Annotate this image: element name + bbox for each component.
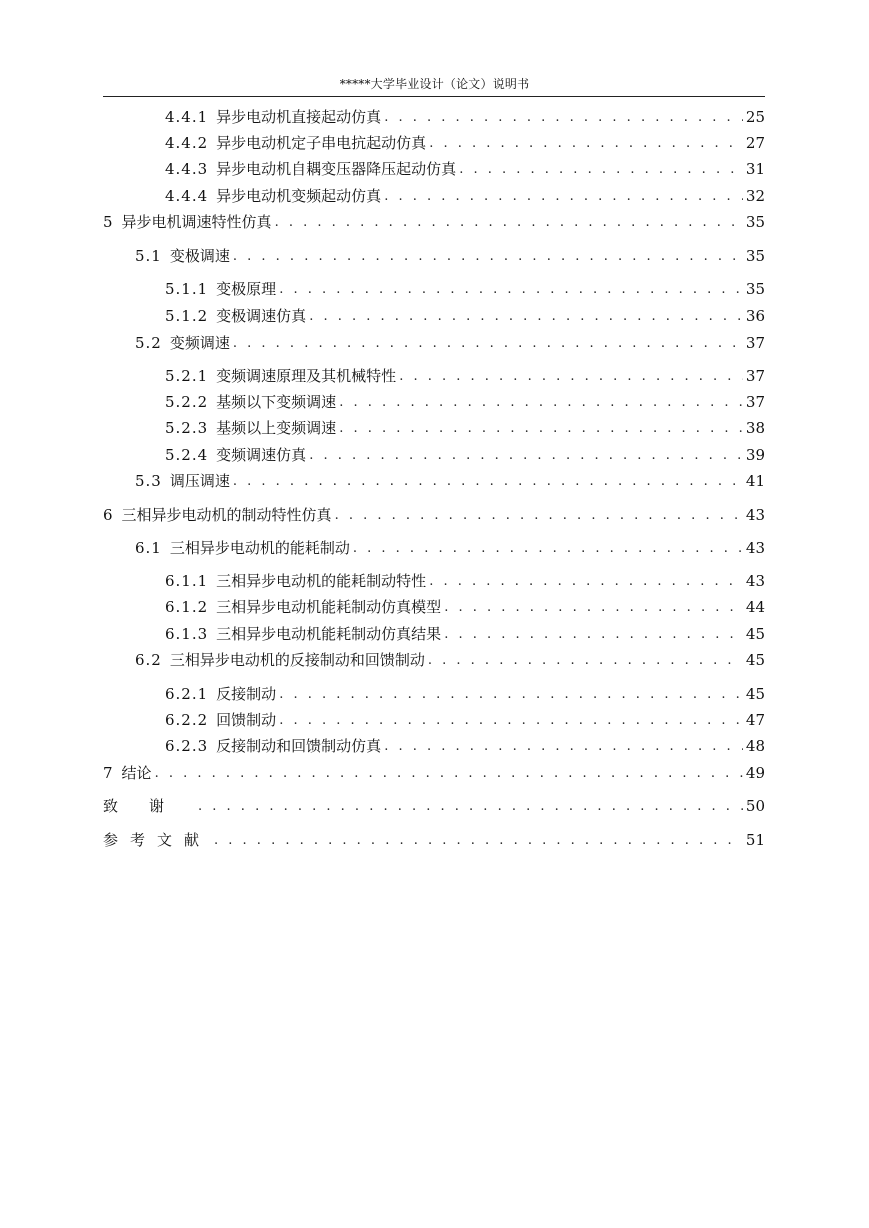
toc-entry-title: 反接制动和回馈制动仿真 [216,737,382,755]
toc-entry-number: 6 [103,506,114,524]
toc-entry-page: 35 [745,247,765,265]
toc-leader-dots [233,335,743,353]
toc-entry[interactable] [103,830,765,850]
toc-entry-page: 43 [745,506,765,524]
toc-entry-number: 4.4.3 [165,160,209,178]
toc-entry-number: 6.2.1 [165,685,209,703]
toc-entry[interactable] [135,538,765,558]
toc-entry-page: 35 [745,213,765,231]
toc-entry-title: 异步电动机定子串电抗起动仿真 [216,134,427,152]
toc-entry[interactable] [165,445,765,465]
toc-leader-dots [428,652,743,670]
toc-entry-page: 45 [745,685,765,703]
toc-entry[interactable] [165,684,765,704]
toc-leader-dots [353,540,743,558]
toc-entry-title: 三相异步电动机的能耗制动特性 [216,572,427,590]
toc-entry-title: 回馈制动 [216,711,277,729]
toc-entry-page: 41 [745,472,765,490]
toc-entry-page: 43 [745,539,765,557]
toc-entry-page: 36 [745,307,765,325]
toc-leader-dots [444,599,743,617]
toc-entry-page: 38 [745,419,765,437]
toc-entry-title: 三相异步电动机的反接制动和回馈制动 [169,651,425,669]
toc-entry-number: 5.1 [135,247,162,265]
toc-leader-dots [279,686,743,704]
toc-entry[interactable] [165,597,765,617]
toc-entry-page: 50 [745,797,765,815]
toc-leader-dots [214,832,743,850]
toc-entry-number: 6.1.1 [165,572,209,590]
toc-entry[interactable] [165,624,765,644]
toc-entry-number: 5.2.3 [165,419,209,437]
toc-entry-title: 异步电动机自耦变压器降压起动仿真 [216,160,457,178]
toc-entry[interactable] [165,107,765,127]
toc-leader-dots [198,798,743,816]
toc-entry-title: 异步电机调速特性仿真 [121,213,272,231]
toc-leader-dots [384,188,743,206]
toc-entry-title: 基频以下变频调速 [216,393,337,411]
toc-entry-page: 35 [745,280,765,298]
toc-entry[interactable] [103,763,765,783]
toc-entry-page: 47 [745,711,765,729]
toc-entry-title: 三相异步电动机能耗制动仿真模型 [216,598,442,616]
toc-entry-number: 5.3 [135,472,162,490]
toc-entry-page: 43 [745,572,765,590]
toc-entry-page: 25 [745,108,765,126]
toc-entry-number: 5.2.4 [165,446,209,464]
toc-entry-number: 4.4.1 [165,108,209,126]
toc-entry-page: 44 [745,598,765,616]
toc-entry-page: 45 [745,625,765,643]
toc-entry[interactable] [165,710,765,730]
toc-entry[interactable] [165,186,765,206]
toc-entry[interactable] [165,306,765,326]
toc-entry-title: 变频调速 [169,334,230,352]
toc-entry-number: 6.2.2 [165,711,209,729]
toc-entry-number: 5.1.1 [165,280,209,298]
toc-entry-page: 49 [745,764,765,782]
toc-entry-page: 51 [745,831,765,849]
toc-entry[interactable] [165,279,765,299]
toc-entry-title: 基频以上变频调速 [216,419,337,437]
toc-entry-page: 32 [745,187,765,205]
toc-entry-number: 4.4.2 [165,134,209,152]
toc-leader-dots [279,281,743,299]
toc-entry[interactable] [135,650,765,670]
toc-leader-dots [339,394,743,412]
toc-leader-dots [309,447,743,465]
toc-leader-dots [384,738,743,756]
toc-leader-dots [233,473,743,491]
toc-entry-number: 6.1 [135,539,162,557]
toc-entry-title: 异步电动机变频起动仿真 [216,187,382,205]
toc-leader-dots [429,135,743,153]
toc-entry-number: 5.1.2 [165,307,209,325]
toc-entry[interactable] [135,246,765,266]
toc-entry[interactable] [103,796,765,816]
toc-entry-number: 6.1.2 [165,598,209,616]
toc-entry-title: 调压调速 [169,472,230,490]
toc-entry[interactable] [103,212,765,232]
toc-entry-title: 变频调速原理及其机械特性 [216,367,397,385]
toc-entry-title: 参考文献 [103,831,212,849]
toc-leader-dots [429,573,743,591]
toc-entry[interactable] [165,133,765,153]
toc-entry-number: 5.2.2 [165,393,209,411]
toc-entry-page: 37 [745,334,765,352]
toc-entry[interactable] [165,736,765,756]
toc-leader-dots [279,712,743,730]
toc-entry-number: 6.2 [135,651,162,669]
toc-entry-title: 变极调速仿真 [216,307,307,325]
toc-entry-page: 39 [745,446,765,464]
toc-entry-title: 变极原理 [216,280,277,298]
toc-entry-page: 31 [745,160,765,178]
toc-entry[interactable] [165,366,765,386]
toc-entry-page: 45 [745,651,765,669]
page-header-title: *****大学毕业设计（论文）说明书 [339,77,530,91]
toc-leader-dots [155,765,743,783]
toc-entry-title: 异步电动机直接起动仿真 [216,108,382,126]
toc-entry-title: 反接制动 [216,685,277,703]
toc-entry-title: 致谢 [103,797,196,815]
toc-entry[interactable] [165,571,765,591]
toc-entry-page: 37 [745,393,765,411]
toc-leader-dots [399,368,743,386]
toc-entry-page: 48 [745,737,765,755]
toc-entry[interactable] [165,392,765,412]
toc-leader-dots [384,109,743,127]
toc-entry-number: 5 [103,213,114,231]
toc-entry[interactable] [103,505,765,525]
toc-entry-title: 变频调速仿真 [216,446,307,464]
toc-entry-number: 6.2.3 [165,737,209,755]
toc-leader-dots [444,626,743,644]
toc-entry-page: 37 [745,367,765,385]
toc-leader-dots [275,214,743,232]
toc-entry-title: 三相异步电动机能耗制动仿真结果 [216,625,442,643]
toc-entry[interactable] [165,418,765,438]
toc-leader-dots [335,507,743,525]
toc-entry-title: 结论 [121,764,152,782]
toc-entry-number: 4.4.4 [165,187,209,205]
toc-entry-title: 变极调速 [169,247,230,265]
toc-leader-dots [233,248,743,266]
toc-entry-number: 5.2.1 [165,367,209,385]
toc-leader-dots [309,308,743,326]
toc-entry[interactable] [165,159,765,179]
toc-entry-number: 7 [103,764,114,782]
toc-entry-number: 6.1.3 [165,625,209,643]
toc-entry-page: 27 [745,134,765,152]
toc-entry[interactable] [135,333,765,353]
toc-leader-dots [339,420,743,438]
toc-entry-title: 三相异步电动机的制动特性仿真 [121,506,332,524]
toc-entry[interactable] [135,471,765,491]
toc-leader-dots [459,161,743,179]
toc-entry-title: 三相异步电动机的能耗制动 [169,539,350,557]
toc-entry-number: 5.2 [135,334,162,352]
